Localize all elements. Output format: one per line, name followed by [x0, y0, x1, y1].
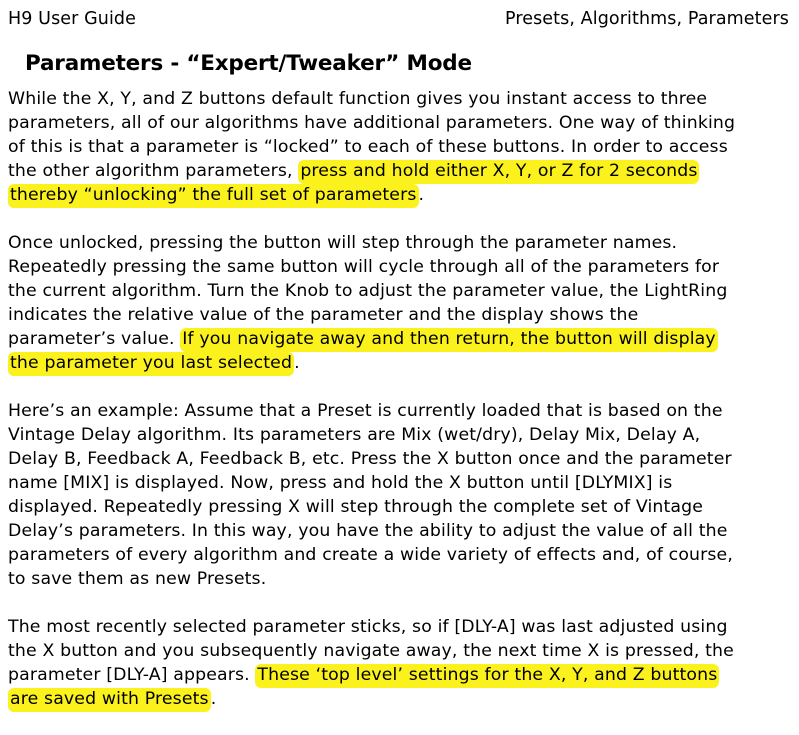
text-line	[8, 87, 798, 111]
paragraph	[8, 231, 798, 375]
text-line	[8, 687, 798, 711]
text-line	[8, 423, 798, 447]
line-text: to save them as new Presets.	[8, 569, 267, 589]
text-line	[8, 639, 798, 663]
line-text: the current algorithm. Turn the Knob to adjust the parameter value, the LightRing	[8, 281, 728, 301]
header-guide-title: H9 User Guide	[8, 9, 136, 29]
line-text: Vintage Delay algorithm. Its parameters are Mix (wet/dry), Delay Mix, Delay A,	[8, 425, 701, 445]
page-header	[8, 7, 789, 31]
body-text	[8, 87, 798, 735]
text-line	[8, 543, 798, 567]
highlighted-text: the parameter you last selected	[8, 352, 294, 376]
text-line	[8, 303, 798, 327]
highlighted-text: are saved with Presets	[8, 688, 211, 712]
line-text: .	[294, 353, 300, 373]
header-section-path: Presets, Algorithms, Parameters	[504, 9, 789, 29]
line-text: Delay’s parameters. In this way, you have the ability to adjust the value of all the	[8, 521, 728, 541]
text-line	[8, 471, 798, 495]
text-line	[8, 615, 798, 639]
text-line	[8, 495, 798, 519]
text-line	[8, 279, 798, 303]
paragraph	[8, 399, 798, 591]
line-text: displayed. Repeatedly pressing X will step through the complete set of Vintage	[8, 497, 704, 517]
line-text: the X button and you subsequently navigate away, the next time X is pressed, the	[8, 641, 734, 661]
line-text: parameter [DLY-A] appears.	[8, 665, 256, 685]
line-text: Once unlocked, pressing the button will step through the parameter names.	[8, 233, 678, 253]
line-text: of this is that a parameter is “locked” to each of these buttons. In order to access	[8, 137, 728, 157]
text-line	[8, 399, 798, 423]
text-line	[8, 519, 798, 543]
line-text: parameters of every algorithm and create a wide variety of effects and, of course,	[8, 545, 733, 565]
highlighted-text: These ‘top level’ settings for the X, Y, and Z buttons	[255, 664, 719, 688]
paragraph	[8, 87, 798, 207]
text-line	[8, 135, 798, 159]
text-line	[8, 663, 798, 687]
line-text: the other algorithm parameters,	[8, 161, 299, 181]
line-text: parameters, all of our algorithms have additional parameters. One way of thinking	[8, 113, 736, 133]
text-line	[8, 447, 798, 471]
line-text: The most recently selected parameter sticks, so if [DLY-A] was last adjusted using	[8, 617, 728, 637]
line-text: While the X, Y, and Z buttons default function gives you instant access to three	[8, 89, 708, 109]
line-text: .	[210, 689, 217, 709]
line-text: .	[418, 185, 425, 205]
text-line	[8, 231, 798, 255]
line-text: parameter’s value.	[8, 329, 181, 349]
line-text: Repeatedly pressing the same button will cycle through all of the parameters for	[8, 257, 720, 277]
text-line	[8, 255, 798, 279]
highlighted-text: If you navigate away and then return, the button will display	[180, 328, 718, 352]
highlighted-text: press and hold either X, Y, or Z for 2 seconds	[298, 160, 699, 184]
paragraph	[8, 615, 798, 711]
line-text: name [MIX] is displayed. Now, press and hold the X button until [DLYMIX] is	[8, 473, 673, 493]
line-text: indicates the relative value of the parameter and the display shows the	[8, 305, 639, 325]
text-line	[8, 351, 798, 375]
line-text: Delay B, Feedback A, Feedback B, etc. Press the X button once and the parameter	[8, 449, 732, 469]
text-line	[8, 567, 798, 591]
section-title: Parameters - “Expert/Tweaker” Mode	[25, 51, 472, 76]
text-line	[8, 111, 798, 135]
text-line	[8, 327, 798, 351]
line-text: Here’s an example: Assume that a Preset is currently loaded that is based on the	[8, 401, 723, 421]
text-line	[8, 183, 798, 207]
text-line	[8, 159, 798, 183]
highlighted-text: thereby “unlocking” the full set of parameters	[8, 184, 419, 208]
